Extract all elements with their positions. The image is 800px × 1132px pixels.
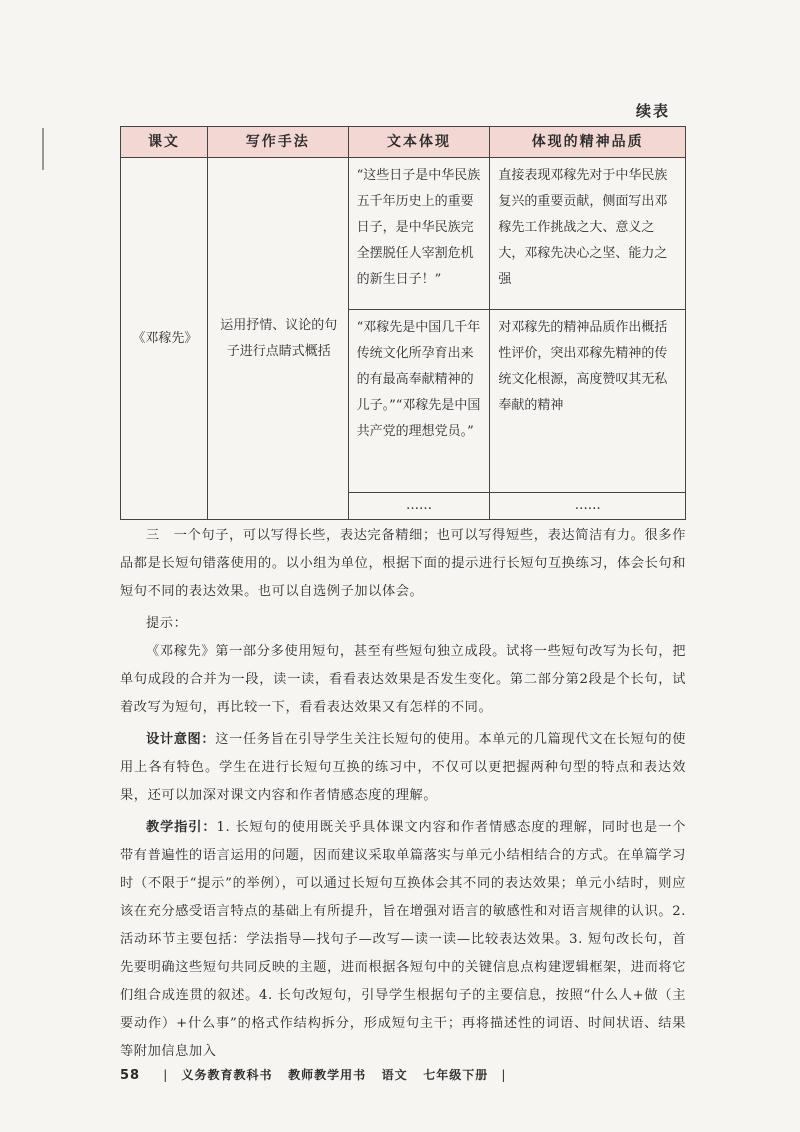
- subject: 语文: [381, 1068, 408, 1082]
- hint-paragraph: 《邓稼先》第一部分多使用短句，甚至有些短句独立成段。试将一些短句改写为长句，把单句成段的合并为一段，读一读，看看表达效果是否发生变化。第二部分第2段是个长句，试着改写为短句，再比较一下，看看表达效果又有怎样的不同。: [120, 644, 686, 715]
- continued-label: 续表: [635, 102, 670, 120]
- header-technique: 写作手法: [207, 127, 348, 158]
- grade: 七年级下册: [423, 1068, 489, 1082]
- spirit-quality-cell: 对邓稼先的精神品质作出概括性评价，突出邓稼先精神的传统文化根源，高度赞叹其无私奉献的精神: [490, 310, 686, 493]
- footer-divider: |: [501, 1068, 507, 1082]
- page-footer: [120, 1066, 514, 1083]
- header-spirit-quality: 体现的精神品质: [490, 127, 686, 158]
- design-intent-paragraph: [120, 726, 686, 810]
- technique-cell: 运用抒情、议论的句子进行点睛式概括: [207, 158, 348, 520]
- teaching-guide-text: 1. 长短句的使用既关乎具体课文内容和作者情感态度的理解，同时也是一个带有普遍性的语言运用的问题，因而建议采取单篇落实与单元小结相结合的方式。在单篇学习时（不限于“提示”的举例），可以通过长短句互换体会其不同的表达效果；单元小结时，则应该在充分感受语言特点的基础上有所提升，旨在增强对语言的敏感性和对语言规律的认识。2. 活动环节主要包括：学法指导—找句子—改写—读一读—比较表达效果。3. 短句改长句，首先要明确这些短句共同反映的主题，进而根据各短句中的关键信息点构建逻辑框架，进而将它们组合成连贯的叙述。4. 长句改短句，引导学生根据句子的主要信息，按照“什么人+做（主要动作）+什么事”的格式作结构拆分，形成短句主干；再将描述性的词语、时间状语、结果等附加信息加入: [120, 820, 686, 1059]
- header-lesson: 课文: [121, 127, 208, 158]
- book-type: 教师教学用书: [288, 1068, 367, 1082]
- ellipsis-cell: ……: [348, 493, 490, 520]
- header-text-evidence: 文本体现: [348, 127, 490, 158]
- ellipsis-cell: ……: [490, 493, 686, 520]
- book-series: 义务教育教科书: [181, 1068, 273, 1082]
- spirit-quality-cell: 直接表现邓稼先对于中华民族复兴的重要贡献，侧面写出邓稼先工作挑战之大、意义之大，邓稼先决心之坚、能力之强: [490, 158, 686, 310]
- body-content: [120, 522, 686, 1066]
- hint-label: 提示：: [146, 616, 188, 631]
- binding-mark: [42, 128, 44, 170]
- exercise-paragraph: 三 一个句子，可以写得长些，表达完备精细；也可以写得短些，表达简洁有力。很多作品都是长短句错落使用的。以小组为单位，根据下面的提示进行长短句互换练习，体会长句和短句不同的表达效果。也可以自选例子加以体会。: [120, 528, 686, 599]
- lesson-cell: 《邓稼先》: [121, 158, 208, 520]
- design-intent-label: 设计意图：: [146, 732, 216, 747]
- teaching-guide-label: 教学指引：: [146, 820, 217, 835]
- page-number: 58: [120, 1068, 141, 1083]
- table-row: [121, 158, 686, 310]
- teaching-guide-paragraph: [120, 814, 686, 1066]
- footer-divider: |: [163, 1068, 169, 1082]
- content-table: [120, 126, 686, 520]
- text-evidence-cell: “这些日子是中华民族五千年历史上的重要日子，是中华民族完全摆脱任人宰割危机的新生日子！”: [348, 158, 490, 310]
- text-evidence-cell: “邓稼先是中国几千年传统文化所孕育出来的有最高奉献精神的儿子。”“邓稼先是中国共产党的理想党员。”: [348, 310, 490, 493]
- design-intent-text: 这一任务旨在引导学生关注长短句的使用。本单元的几篇现代文在长短句的使用上各有特色。学生在进行长短句互换的练习中，不仅可以更把握两种句型的特点和表达效果，还可以加深对课文内容和作者情感态度的理解。: [120, 732, 687, 803]
- table-header-row: [121, 127, 686, 158]
